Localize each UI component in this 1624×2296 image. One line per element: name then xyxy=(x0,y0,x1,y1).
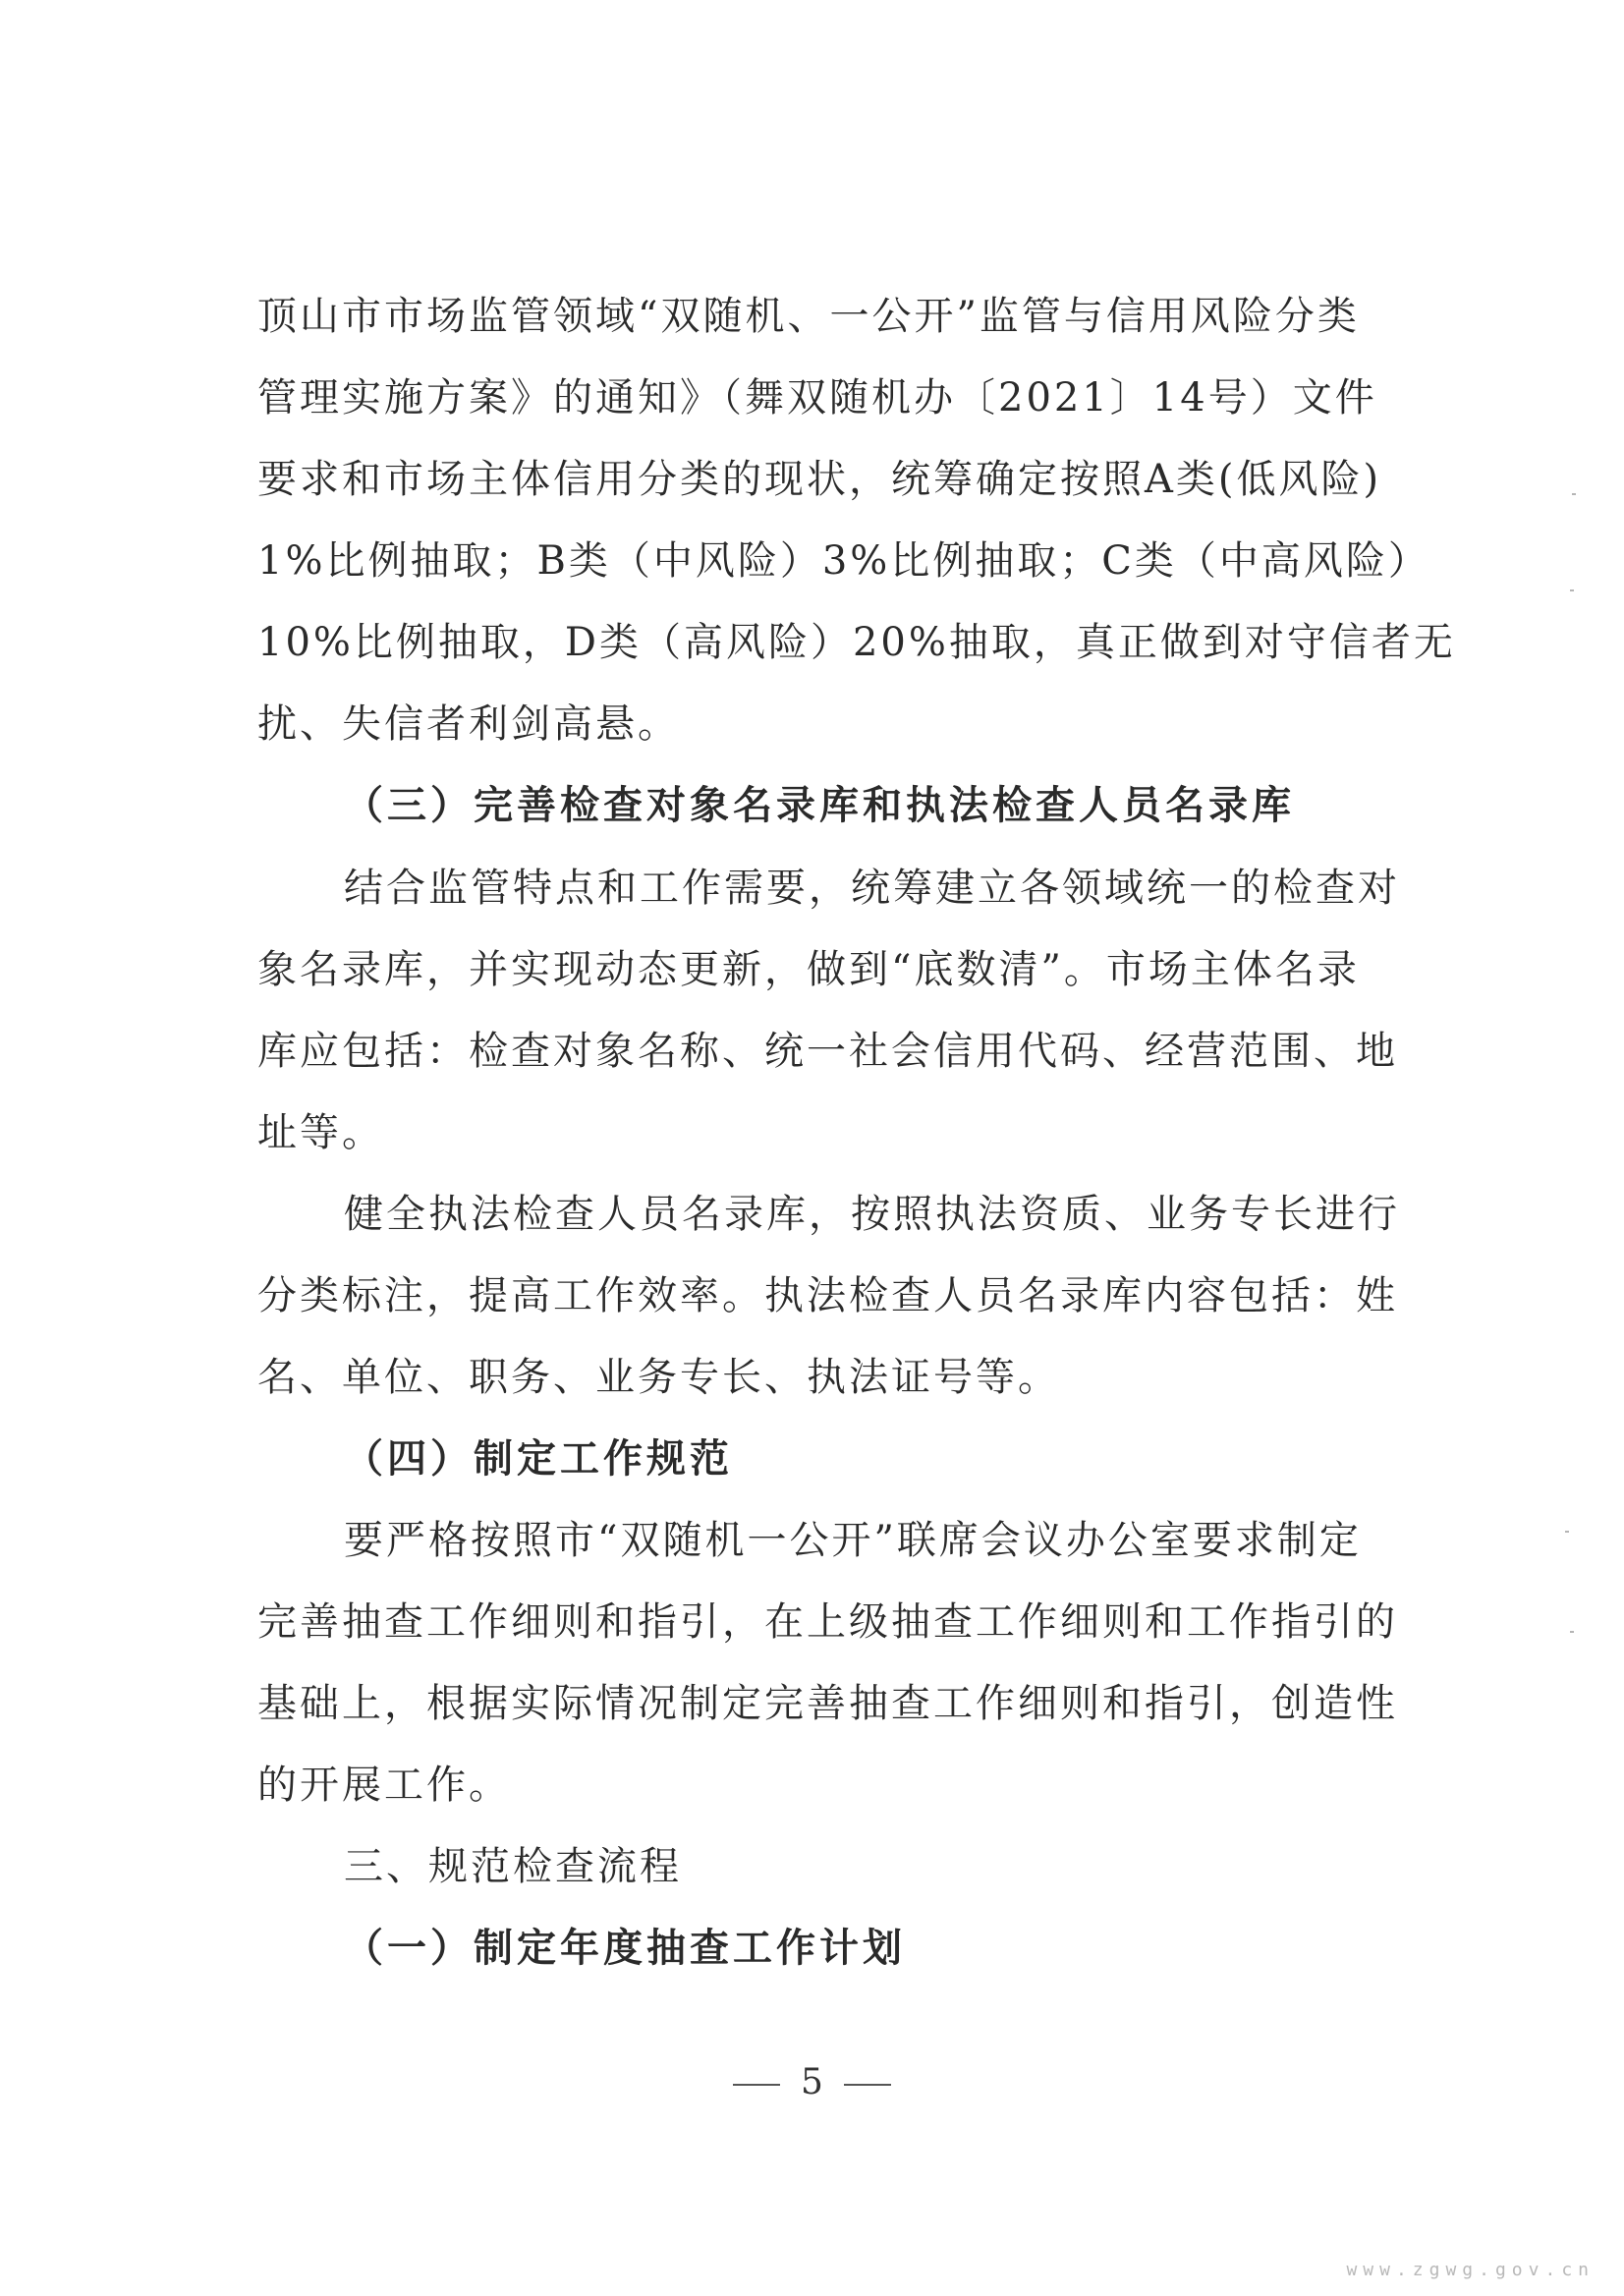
body-text-line: 顶山市市场监管领域“双随机、一公开”监管与信用风险分类 xyxy=(257,294,1360,339)
body-text-line: 扰、失信者利剑高悬。 xyxy=(257,701,680,747)
body-text-line: 基础上，根据实际情况制定完善抽查工作细则和指引，创造性 xyxy=(257,1681,1398,1726)
body-text-line: 的开展工作。 xyxy=(257,1763,511,1808)
scan-speck xyxy=(1572,493,1576,495)
body-text-line: 象名录库，并实现动态更新，做到“底数清”。市场主体名录 xyxy=(257,947,1360,992)
body-text-line: 名、单位、职务、业务专长、执法证号等。 xyxy=(257,1355,1060,1400)
body-text-line: 结合监管特点和工作需要，统筹建立各领域统一的检查对 xyxy=(344,866,1400,911)
part-title: 三、规范检查流程 xyxy=(344,1844,682,1889)
site-watermark: www.zgwg.gov.cn xyxy=(1346,2260,1595,2280)
body-text-line: 库应包括：检查对象名称、统一社会信用代码、经营范围、地 xyxy=(257,1029,1398,1074)
body-text-line: 10%比例抽取，D类（高风险）20%抽取，真正做到对守信者无 xyxy=(257,620,1456,665)
body-text-line: 要严格按照市“双随机一公开”联席会议办公室要求制定 xyxy=(344,1518,1362,1563)
body-text-line: 分类标注，提高工作效率。执法检查人员名录库内容包括：姓 xyxy=(257,1273,1398,1318)
section-heading: （四）制定工作规范 xyxy=(344,1436,733,1482)
page-number-value: 5 xyxy=(801,2062,823,2102)
page-number-dash-left xyxy=(733,2084,780,2086)
body-text-line: 1%比例抽取；B类（中风险）3%比例抽取；C类（中高风险） xyxy=(257,538,1430,584)
subsection-heading: （一）制定年度抽查工作计划 xyxy=(344,1926,906,1971)
body-text-line: 完善抽查工作细则和指引，在上级抽查工作细则和工作指引的 xyxy=(257,1599,1398,1645)
body-text-line: 要求和市场主体信用分类的现状，统筹确定按照A类(低风险) xyxy=(257,457,1382,502)
scan-speck xyxy=(1570,589,1574,591)
scan-speck xyxy=(1570,1631,1574,1633)
body-text-line: 址等。 xyxy=(257,1110,384,1155)
page-number-dash-right xyxy=(844,2084,891,2086)
body-text-line: 健全执法检查人员名录库，按照执法资质、业务专长进行 xyxy=(344,1192,1400,1237)
section-heading: （三）完善检查对象名录库和执法检查人员名录库 xyxy=(344,783,1295,828)
scan-speck xyxy=(1565,1531,1569,1533)
page-number xyxy=(0,2061,1624,2104)
body-text-line: 管理实施方案》的通知》（舞双随机办〔2021〕14号）文件 xyxy=(257,375,1377,420)
